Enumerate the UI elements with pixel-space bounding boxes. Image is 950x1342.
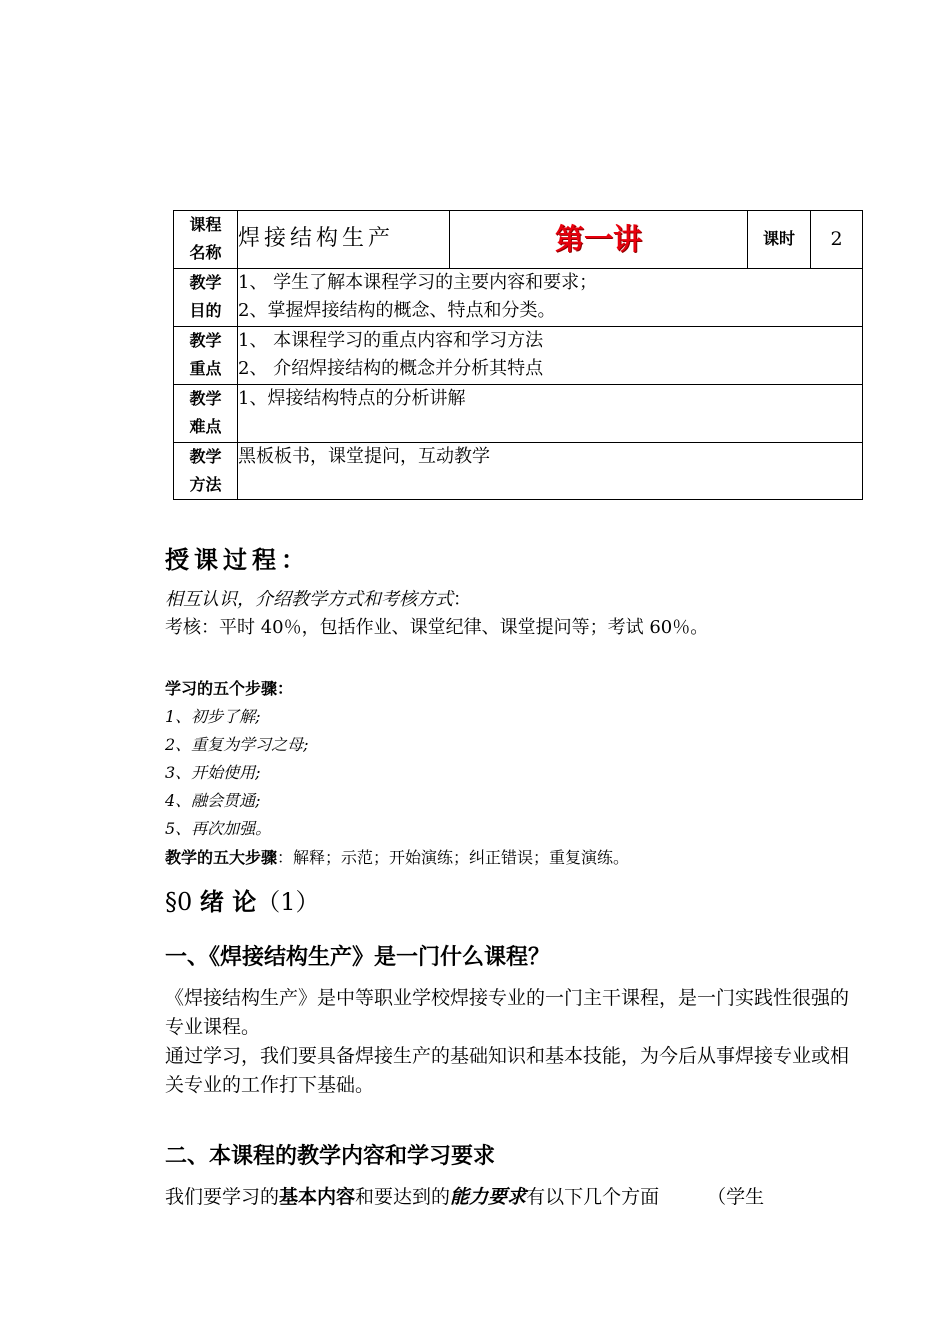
table-row	[174, 443, 863, 500]
table-row	[174, 327, 863, 385]
hours-value: 2	[811, 211, 863, 269]
assessment-line: 考核：平时 40％，包括作业、课堂纪律、课堂提问等；考试 60％。	[165, 617, 709, 638]
table-row	[174, 385, 863, 443]
row-content: 1、焊接结构特点的分析讲解	[238, 385, 863, 443]
list-item: 2、重复为学习之母;	[165, 735, 309, 754]
hours-label: 课时	[748, 211, 811, 269]
part2-paragraph: 我们要学习的基本内容和要达到的能力要求有以下几个方面 （学生	[165, 1186, 765, 1208]
row-label: 教学 方法	[174, 443, 238, 500]
process-heading: 授课过程：	[165, 546, 310, 574]
steps-heading: 学习的五个步骤：	[165, 679, 294, 698]
row-label: 教学 目的	[174, 269, 238, 327]
lecture-title: 第一讲	[450, 211, 748, 269]
list-item: 5、再次加强。	[165, 819, 272, 838]
list-item: 3、开始使用;	[165, 763, 261, 782]
list-item: 1、初步了解;	[165, 707, 261, 726]
course-name: 焊接结构生产	[238, 211, 450, 269]
course-row	[174, 211, 863, 269]
course-info-table	[173, 210, 863, 500]
part1-paragraph-2: 通过学习，我们要具备焊接生产的基础知识和基本技能，为今后从事焊接专业或相关专业的工作打下基础。	[165, 1045, 850, 1096]
row-content: 黑板板书，课堂提问，互动教学	[238, 443, 863, 500]
section-title: §0 绪 论（1）	[165, 888, 320, 916]
course-name-label: 课程 名称	[174, 211, 238, 269]
row-content: 1、 本课程学习的重点内容和学习方法 2、 介绍焊接结构的概念并分析其特点	[238, 327, 863, 385]
teaching-steps-line: 教学的五大步骤：解释；示范；开始演练；纠正错误；重复演练。	[165, 848, 630, 867]
part1-heading: 一、《焊接结构生产》是一门什么课程？	[165, 945, 551, 970]
list-item: 4、融会贯通;	[165, 791, 261, 810]
part1-paragraph-1: 《焊接结构生产》是中等职业学校焊接专业的一门主干课程，是一门实践性很强的专业课程。	[165, 987, 850, 1038]
part2-heading: 二、本课程的教学内容和学习要求	[165, 1144, 496, 1169]
table-row	[174, 269, 863, 327]
row-label: 教学 难点	[174, 385, 238, 443]
row-content: 1、 学生了解本课程学习的主要内容和要求； 2、掌握焊接结构的概念、特点和分类。	[238, 269, 863, 327]
intro-line: 相互认识，介绍教学方式和考核方式：	[165, 589, 471, 610]
row-label: 教学 重点	[174, 327, 238, 385]
